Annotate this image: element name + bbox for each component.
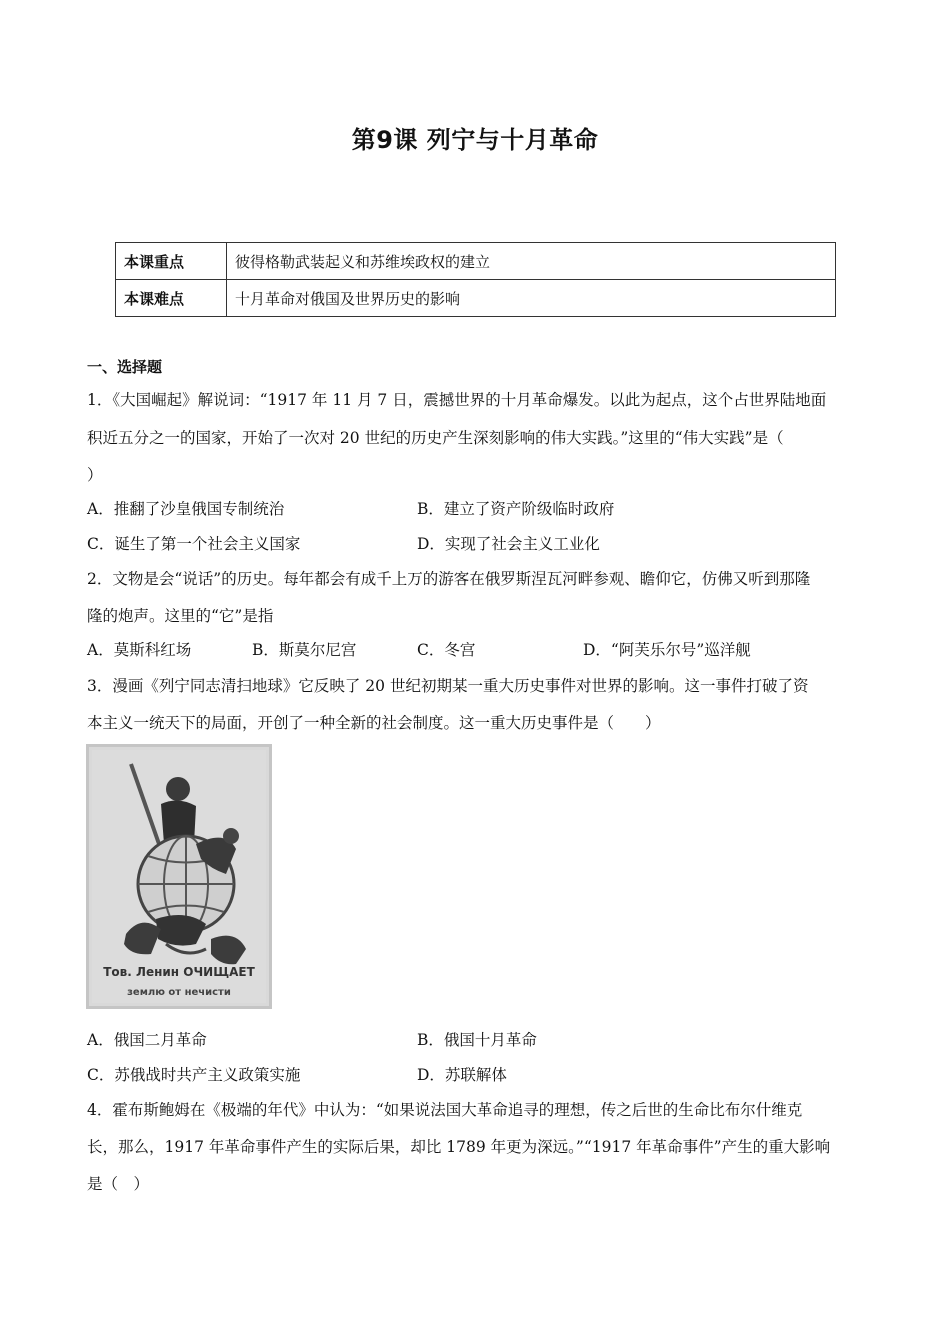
q2-line-2: 隆的炮声。这里的“它”是指	[87, 607, 274, 625]
q3-option-b[interactable]: B．俄国十月革命	[417, 1031, 537, 1049]
q1-option-d[interactable]: D．实现了社会主义工业化	[417, 535, 600, 553]
q3-line-2: 本主义一统天下的局面，开创了一种全新的社会制度。这一重大历史事件是（ ）	[87, 714, 661, 732]
cartoon-illustration	[86, 744, 272, 1009]
q2-option-d[interactable]: D．“阿芙乐尔号”巡洋舰	[583, 641, 751, 659]
cartoon-caption-line-2: землю от нечисти	[127, 987, 231, 998]
lenin-cartoon-image	[86, 744, 272, 1009]
q4-line-2: 长，那么，1917 年革命事件产生的实际后果，却比 1789 年更为深远。”“1917 年革命事件”产生的重大影响	[87, 1138, 831, 1156]
q3-option-c[interactable]: C．苏俄战时共产主义政策实施	[87, 1066, 301, 1084]
table-value: 彼得格勒武装起义和苏维埃政权的建立	[227, 243, 836, 280]
q2-line-1: 2．文物是会“说话”的历史。每年都会有成千上万的游客在俄罗斯涅瓦河畔参观、瞻仰它，仿佛又听到那隆	[87, 570, 811, 588]
q2-option-c[interactable]: C．冬宫	[417, 641, 476, 659]
lesson-focus-table	[115, 242, 836, 317]
q1-line-1: 1．《大国崛起》解说词：“1917 年 11 月 7 日，震撼世界的十月革命爆发。以此为起点，这个占世界陆地面	[87, 391, 827, 409]
q4-line-1: 4．霍布斯鲍姆在《极端的年代》中认为：“如果说法国大革命追寻的理想，传之后世的生命比布尔什维克	[87, 1101, 803, 1119]
table-value: 十月革命对俄国及世界历史的影响	[227, 280, 836, 317]
section-heading: 一、选择题	[87, 358, 163, 376]
table-key: 本课难点	[116, 280, 227, 317]
q2-option-b[interactable]: B．斯莫尔尼宫	[252, 641, 357, 659]
q1-line-3: ）	[87, 466, 103, 484]
table-row	[116, 243, 836, 280]
q1-line-2: 积近五分之一的国家，开始了一次对 20 世纪的历史产生深刻影响的伟大实践。”这里的“伟大实践”是（	[87, 429, 784, 447]
page-title: 第9课 列宁与十月革命	[351, 126, 599, 154]
q4-line-3: 是（ ）	[87, 1175, 150, 1193]
q3-option-d[interactable]: D．苏联解体	[417, 1066, 507, 1084]
q1-option-c[interactable]: C．诞生了第一个社会主义国家	[87, 535, 301, 553]
q3-option-a[interactable]: A．俄国二月革命	[87, 1031, 207, 1049]
q1-option-a[interactable]: A．推翻了沙皇俄国专制统治	[87, 500, 285, 518]
cartoon-caption-line-1: Тов. Ленин ОЧИЩАЕТ	[103, 965, 255, 979]
table-row	[116, 280, 836, 317]
q2-option-a[interactable]: A．莫斯科红场	[87, 641, 192, 659]
q3-line-1: 3．漫画《列宁同志清扫地球》它反映了 20 世纪初期某一重大历史事件对世界的影响。这一事件打破了资	[87, 677, 809, 695]
table-key: 本课重点	[116, 243, 227, 280]
q1-option-b[interactable]: B．建立了资产阶级临时政府	[417, 500, 615, 518]
